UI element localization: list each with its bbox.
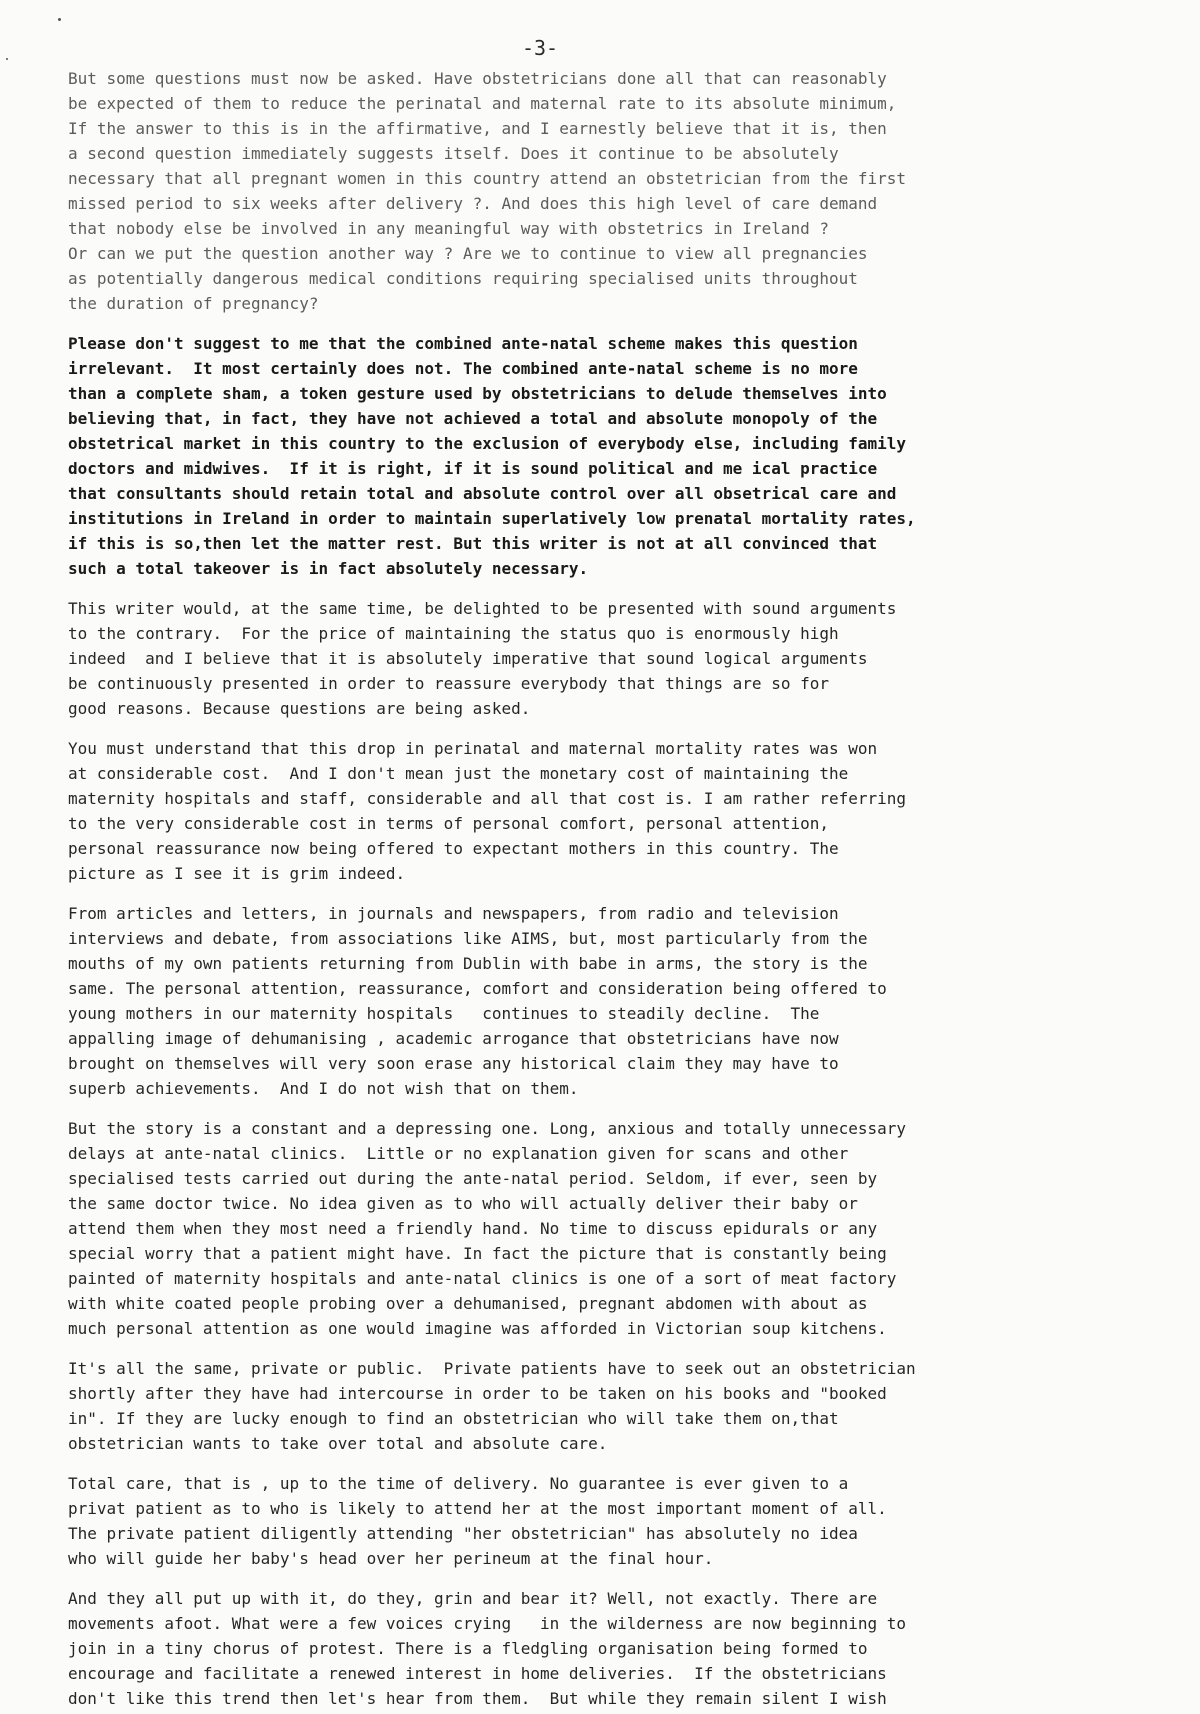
page-number: -3- [521, 36, 559, 60]
text-line: Total care, that is , up to the time of delivery. No guarantee is ever given to a [68, 1474, 849, 1493]
text-line: join in a tiny chorus of protest. There is a fledgling organisation being formed to [68, 1639, 868, 1658]
text-line: who will guide her baby's head over her perineum at the final hour. [68, 1549, 714, 1568]
text-line: If the answer to this is in the affirmative, and I earnestly believe that it is, then [68, 119, 887, 138]
text-line: a second question immediately suggests itself. Does it continue to be absolutely [68, 144, 839, 163]
text-line: if this is so,then let the matter rest. But this writer is not at all convinced that [68, 534, 878, 553]
paragraph [68, 331, 1158, 581]
text-line: And they all put up with it, do they, grin and bear it? Well, not exactly. There are [68, 1589, 878, 1608]
text-line: young mothers in our maternity hospitals continues to steadily decline. The [68, 1004, 820, 1023]
text-line: appalling image of dehumanising , academic arrogance that obstetricians have now [68, 1029, 839, 1048]
text-line: picture as I see it is grim indeed. [68, 864, 406, 883]
text-line: brought on themselves will very soon erase any historical claim they may have to [68, 1054, 839, 1073]
text-line: privat patient as to who is likely to attend her at the most important moment of all. [68, 1499, 887, 1518]
text-line: be continuously presented in order to reassure everybody that things are so for [68, 674, 829, 693]
text-line: the same doctor twice. No idea given as to who will actually deliver their baby or [68, 1194, 858, 1213]
paragraph [68, 736, 1158, 886]
text-line: It's all the same, private or public. Private patients have to seek out an obstetrician [68, 1359, 916, 1378]
text-line: superb achievements. And I do not wish that on them. [68, 1079, 579, 1098]
text-line: Please don't suggest to me that the combined ante-natal scheme makes this question [68, 334, 858, 353]
text-line: necessary that all pregnant women in this country attend an obstetrician from the first [68, 169, 907, 188]
text-line: specialised tests carried out during the ante-natal period. Seldom, if ever, seen by [68, 1169, 878, 1188]
text-line: that nobody else be involved in any meaningful way with obstetrics in Ireland ? [68, 219, 829, 238]
text-line: attend them when they most need a friendly hand. No time to discuss epidurals or any [68, 1219, 878, 1238]
text-line: the duration of pregnancy? [68, 294, 319, 313]
text-line: that consultants should retain total and absolute control over all obsetrical care and [68, 484, 897, 503]
text-line: at considerable cost. And I don't mean just the monetary cost of maintaining the [68, 764, 849, 783]
text-line: You must understand that this drop in perinatal and maternal mortality rates was won [68, 739, 878, 758]
text-line: But the story is a constant and a depressing one. Long, anxious and totally unnecessary [68, 1119, 907, 1138]
document-body [68, 66, 1158, 1714]
paragraph [68, 596, 1158, 721]
text-line: same. The personal attention, reassurance, comfort and consideration being offered to [68, 979, 887, 998]
text-line: obstetrician wants to take over total and absolute care. [68, 1434, 608, 1453]
paragraph [68, 901, 1158, 1101]
text-line: with white coated people probing over a dehumanised, pregnant abdomen with about as [68, 1294, 868, 1313]
text-line: obstetrical market in this country to the exclusion of everybody else, including family [68, 434, 907, 453]
paragraph [68, 1586, 1158, 1711]
text-line: good reasons. Because questions are being asked. [68, 699, 531, 718]
text-line: From articles and letters, in journals and newspapers, from radio and television [68, 904, 839, 923]
text-line: encourage and facilitate a renewed interest in home deliveries. If the obstetricians [68, 1664, 887, 1683]
text-line: Or can we put the question another way ? Are we to continue to view all pregnancies [68, 244, 868, 263]
paragraph [68, 1116, 1158, 1341]
speck-mark [58, 18, 61, 21]
text-line: as potentially dangerous medical conditions requiring specialised units throughout [68, 269, 858, 288]
text-line: to the very considerable cost in terms of personal comfort, personal attention, [68, 814, 829, 833]
text-line: maternity hospitals and staff, considerable and all that cost is. I am rather referring [68, 789, 907, 808]
paragraph [68, 1471, 1158, 1571]
text-line: movements afoot. What were a few voices crying in the wilderness are now beginning to [68, 1614, 907, 1633]
text-line: be expected of them to reduce the perinatal and maternal rate to its absolute minimum, [68, 94, 897, 113]
text-line: delays at ante-natal clinics. Little or no explanation given for scans and other [68, 1144, 849, 1163]
text-line: institutions in Ireland in order to maintain superlatively low prenatal mortality rates, [68, 509, 916, 528]
text-line: believing that, in fact, they have not achieved a total and absolute monopoly of the [68, 409, 878, 428]
text-line: than a complete sham, a token gesture used by obstetricians to delude themselves into [68, 384, 887, 403]
text-line: in". If they are lucky enough to find an obstetrician who will take them on,that [68, 1409, 839, 1428]
text-line: painted of maternity hospitals and ante-natal clinics is one of a sort of meat factory [68, 1269, 897, 1288]
text-line: such a total takeover is in fact absolutely necessary. [68, 559, 589, 578]
text-line: mouths of my own patients returning from Dublin with babe in arms, the story is the [68, 954, 868, 973]
text-line: special worry that a patient might have. In fact the picture that is constantly being [68, 1244, 887, 1263]
text-line: to the contrary. For the price of maintaining the status quo is enormously high [68, 624, 839, 643]
text-line: much personal attention as one would imagine was afforded in Victorian soup kitchens. [68, 1319, 887, 1338]
paragraph [68, 66, 1158, 316]
text-line: indeed and I believe that it is absolutely imperative that sound logical arguments [68, 649, 868, 668]
text-line: irrelevant. It most certainly does not. The combined ante-natal scheme is no more [68, 359, 858, 378]
text-line: The private patient diligently attending "her obstetrician" has absolutely no idea [68, 1524, 858, 1543]
text-line: missed period to six weeks after delivery ?. And does this high level of care demand [68, 194, 878, 213]
text-line: don't like this trend then let's hear from them. But while they remain silent I wish [68, 1689, 887, 1708]
text-line: interviews and debate, from associations like AIMS, but, most particularly from the [68, 929, 868, 948]
text-line: doctors and midwives. If it is right, if it is sound political and me ical practice [68, 459, 878, 478]
text-line: But some questions must now be asked. Have obstetricians done all that can reasonably [68, 69, 887, 88]
text-line: This writer would, at the same time, be delighted to be presented with sound arguments [68, 599, 897, 618]
text-line: personal reassurance now being offered to expectant mothers in this country. The [68, 839, 839, 858]
paragraph [68, 1356, 1158, 1456]
text-line: shortly after they have had intercourse in order to be taken on his books and "booked [68, 1384, 887, 1403]
